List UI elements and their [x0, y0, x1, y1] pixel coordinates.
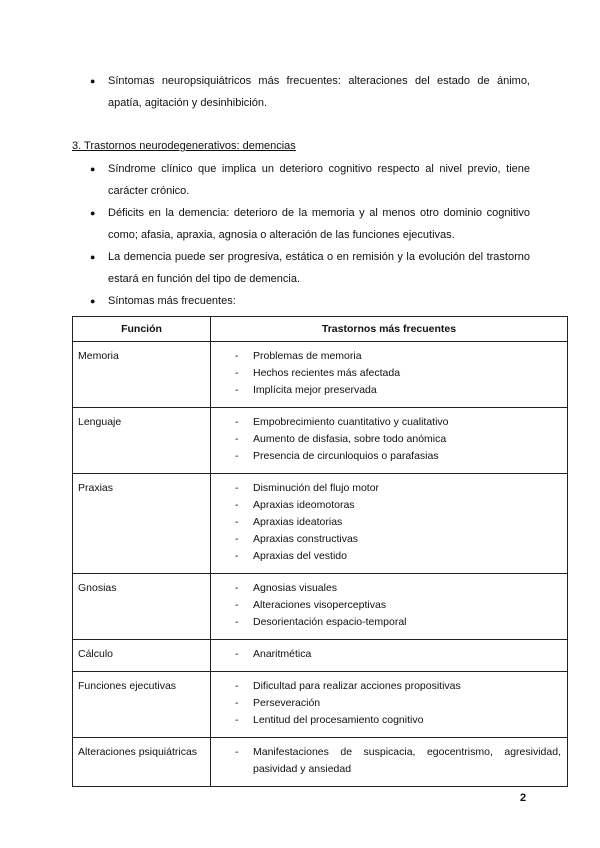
disorders-cell — [211, 574, 568, 640]
section-bullet: ● Síntomas más frecuentes: — [90, 290, 530, 312]
disorder-list — [217, 414, 561, 465]
table-row — [73, 574, 568, 640]
disorder-item: - Problemas de memoria — [217, 348, 561, 365]
disorder-item: - Dificultad para realizar acciones propositivas — [217, 678, 561, 695]
disorders-cell — [211, 342, 568, 408]
function-cell: Alteraciones psiquiátricas — [73, 738, 211, 787]
table-row — [73, 342, 568, 408]
table-row — [73, 640, 568, 672]
disorder-item: - Apraxias constructivas — [217, 531, 561, 548]
section-bullet: ● Síndrome clínico que implica un deterioro cognitivo respecto al nivel previo, tiene carácter crónico. — [90, 158, 530, 202]
disorder-item: - Presencia de circunloquios o parafasias — [217, 448, 561, 465]
disorder-item: - Implícita mejor preservada — [217, 382, 561, 399]
disorder-item: - Agnosias visuales — [217, 580, 561, 597]
section-bullet: ● La demencia puede ser progresiva, estática o en remisión y la evolución del trastorno estará en función del tipo de demencia. — [90, 246, 530, 290]
function-cell: Gnosias — [73, 574, 211, 640]
disorder-item: - Anaritmética — [217, 646, 561, 663]
disorder-item: - Perseveración — [217, 695, 561, 712]
table-header-row — [73, 317, 568, 342]
disorder-item: - Lentitud del procesamiento cognitivo — [217, 712, 561, 729]
disorder-list — [217, 744, 561, 778]
disorder-item: - Alteraciones visoperceptivas — [217, 597, 561, 614]
disorder-list — [217, 646, 561, 663]
disorder-list — [217, 480, 561, 565]
disorder-item: - Apraxias ideatorias — [217, 514, 561, 531]
table-row — [73, 408, 568, 474]
disorders-cell — [211, 738, 568, 787]
function-cell: Lenguaje — [73, 408, 211, 474]
column-header-disorders: Trastornos más frecuentes — [211, 317, 568, 342]
function-cell: Memoria — [73, 342, 211, 408]
disorder-list — [217, 348, 561, 399]
symptoms-table — [72, 316, 568, 787]
page-number: 2 — [520, 792, 527, 804]
disorder-item: - Disminución del flujo motor — [217, 480, 561, 497]
disorder-list — [217, 580, 561, 631]
disorders-cell — [211, 672, 568, 738]
intro-bullet: ● Síntomas neuropsiquiátricos más frecuentes: alteraciones del estado de ánimo, apatía, agitación y desinhibición. — [90, 70, 530, 114]
column-header-function: Función — [73, 317, 211, 342]
function-cell: Cálculo — [73, 640, 211, 672]
intro-bullet-list — [90, 70, 530, 114]
disorder-item: - Apraxias ideomotoras — [217, 497, 561, 514]
disorders-cell — [211, 474, 568, 574]
function-cell: Praxias — [73, 474, 211, 574]
disorder-list — [217, 678, 561, 729]
disorder-item: - Desorientación espacio-temporal — [217, 614, 561, 631]
disorder-item: - Aumento de disfasia, sobre todo anómica — [217, 431, 561, 448]
disorder-item: - Empobrecimiento cuantitativo y cualitativo — [217, 414, 561, 431]
disorder-item: - Manifestaciones de suspicacia, egocentrismo, agresividad, pasividad y ansiedad — [217, 744, 561, 778]
table-row — [73, 672, 568, 738]
disorders-cell — [211, 408, 568, 474]
disorder-item: - Hechos recientes más afectada — [217, 365, 561, 382]
disorders-cell — [211, 640, 568, 672]
disorder-item: - Apraxias del vestido — [217, 548, 561, 565]
function-cell: Funciones ejecutivas — [73, 672, 211, 738]
section-bullet-list — [90, 158, 530, 312]
section-title: 3. Trastornos neurodegenerativos: demencias — [72, 140, 296, 152]
section-bullet: ● Déficits en la demencia: deterioro de la memoria y al menos otro dominio cognitivo como; afasia, apraxia, agnosia o alteración de las funciones ejecutivas. — [90, 202, 530, 246]
table-row — [73, 474, 568, 574]
table-row — [73, 738, 568, 787]
